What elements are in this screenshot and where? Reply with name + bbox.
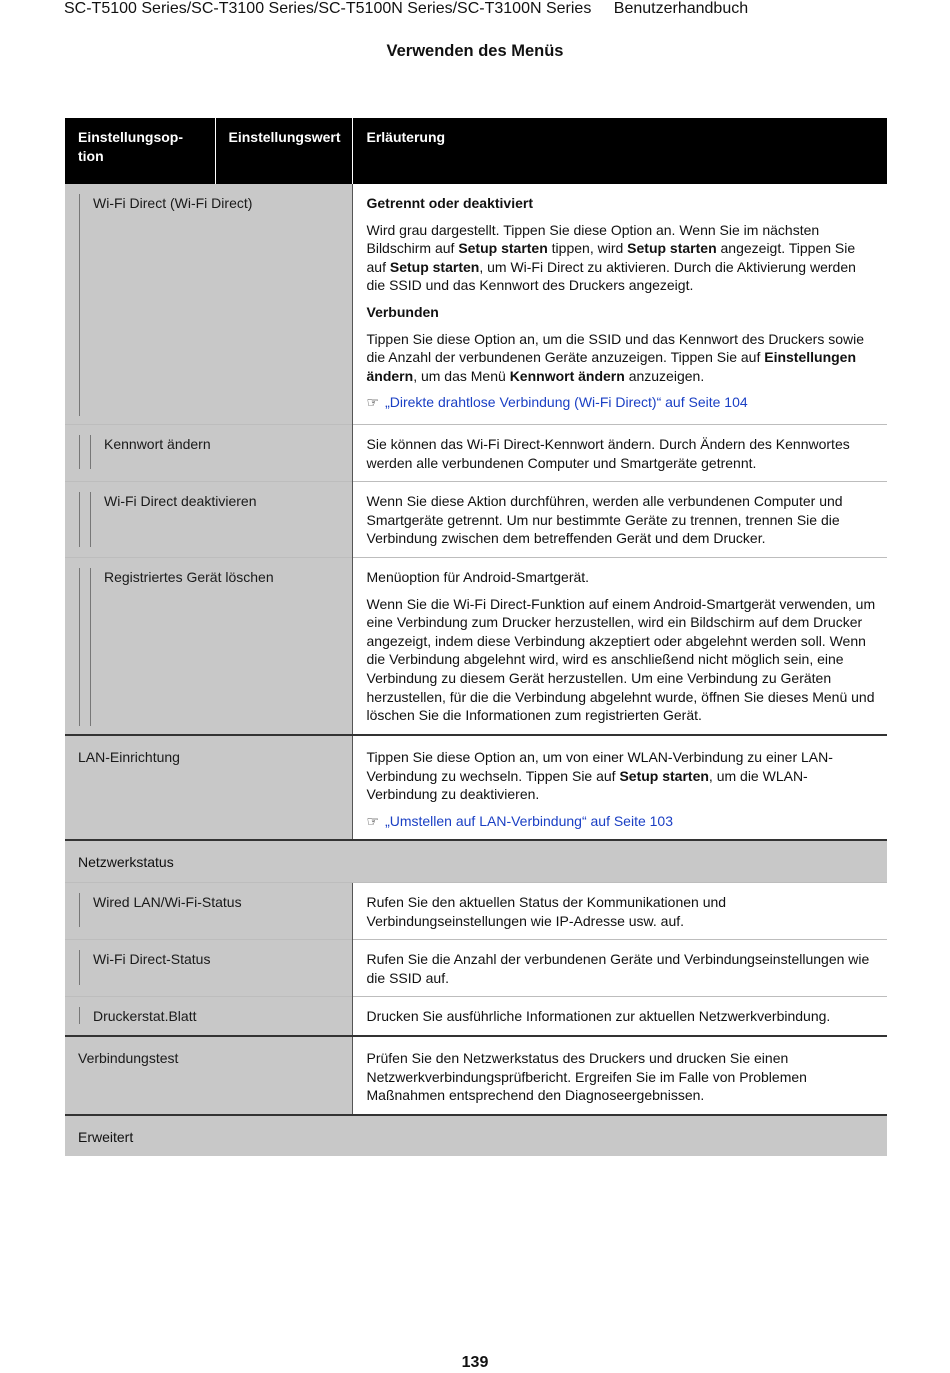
page-number: 139 [461,1354,489,1371]
header-manual: Benutzerhandbuch [613,0,749,17]
paragraph: Wird grau dargestellt. Tippen Sie diese Option an. Wenn Sie im nächsten Bildschirm auf Setup starten tippen, wird Setup starten angezeigt. Tippen Sie auf Setup starten, um Wi-Fi Direct zu aktivieren. Durch die Aktivierung werden die SSID und das Kennwort des Druckers angezeigt. [366,221,856,294]
table-row [65,735,887,840]
column-header-option: Einstellungsop-tion [65,118,215,184]
explanation-cell: Rufen Sie die Anzahl der verbundenen Geräte und Verbindungseinstellungen wie die SSID auf. [352,940,887,997]
setting-label-wifi-direct: Wi-Fi Direct (Wi-Fi Direct) [93,195,253,211]
explanation-cell: Rufen Sie den aktuellen Status der Kommunikationen und Verbindungseinstellungen wie IP-Adresse usw. auf. [352,882,887,939]
cross-reference [367,393,878,412]
section-title: Verwenden des Menüs [386,42,564,60]
paragraph: Wenn Sie die Wi-Fi Direct-Funktion auf einem Android-Smartgerät verwenden, um eine Verbindung zum Drucker herzustellen, wird ein Bildschirm auf dem Drucker angezeigt, indem diese Verbindung akzeptiert oder abgelehnt werden soll. Wenn die Verbindung abgelehnt wird, wird es anschließend nicht möglich sein, eine Verbindung zu diesem Gerät herzustellen. Um eine Verbindung zu Geräten herzustellen, für die die Verbindung abgelehnt wurde, öffnen Sie dieses Menü und löschen Sie die Informationen zum registrierten Gerät. [366,595,876,724]
link-lan[interactable]: „Umstellen auf LAN-Verbindung“ auf Seite 103 [385,812,674,829]
setting-label-verbindungstest: Verbindungstest [65,1036,352,1115]
paragraph: Menüoption für Android-Smartgerät. [366,568,590,585]
header-series: SC-T5100 Series/SC-T3100 Series/SC-T5100N Series/SC-T3100N Series [64,0,592,17]
subheading: Verbunden [366,303,439,320]
cross-reference [367,812,878,831]
table-row [65,882,887,939]
column-header-explanation: Erläuterung [352,118,887,184]
table-row [65,940,887,997]
paragraph: Tippen Sie diese Option an, um von einer WLAN-Verbindung zu einer LAN-Verbindung zu wechseln. Tippen Sie auf Setup starten, um die WLAN-Verbindung zu deaktivieren. [366,748,833,803]
explanation-cell [352,735,887,840]
table-row [65,184,887,425]
explanation-cell [352,557,887,735]
setting-label-loeschen: Registriertes Gerät löschen [104,568,274,585]
running-header [64,0,766,18]
setting-label-wired: Wired LAN/Wi-Fi-Status [93,893,242,910]
table-row [65,997,887,1036]
link-wifi-direct[interactable]: „Direkte drahtlose Verbindung (Wi-Fi Direct)“ auf Seite 104 [385,394,748,411]
table-row [65,425,887,482]
table-row [65,1036,887,1115]
settings-table [65,118,887,1156]
column-header-value: Einstellungswert [215,118,352,184]
setting-label-netzwerkstatus: Netzwerkstatus [65,840,887,882]
pointing-hand-icon: ☞ [366,394,380,411]
subheading: Getrennt oder deaktiviert [366,195,533,211]
explanation-cell: Wenn Sie diese Aktion durchführen, werden alle verbundenen Computer und Smartgeräte getrennt. Um nur bestimmte Geräte zu trennen, trennen Sie die Verbindung zwischen dem betreffenden Gerät und dem Drucker. [352,482,887,558]
explanation-cell: Sie können das Wi-Fi Direct-Kennwort ändern. Durch Ändern des Kennwortes werden alle verbundenen Computer und Smartgeräte getrennt. [352,425,887,482]
table-row [65,482,887,558]
setting-label-erweitert: Erweitert [65,1115,887,1157]
table-row [65,557,887,735]
explanation-cell: Drucken Sie ausführliche Informationen zur aktuellen Netzwerkverbindung. [352,997,887,1036]
paragraph: Tippen Sie diese Option an, um die SSID und das Kennwort des Druckers sowie die Anzahl der verbundenen Geräte anzuzeigen. Tippen Sie auf Einstellungen ändern, um das Menü Kennwort ändern anzuzeigen. [366,330,865,384]
setting-label-kennwort: Kennwort ändern [104,436,211,452]
setting-label-deaktivieren: Wi-Fi Direct deaktivieren [104,493,257,510]
explanation-cell: Prüfen Sie den Netzwerkstatus des Druckers und drucken Sie einen Netzwerkverbindungsprüfbericht. Ergreifen Sie im Falle von Problemen Maßnahmen entsprechend den Diagnoseergebnissen. [352,1036,887,1115]
setting-label-lan: LAN-Einrichtung [65,735,352,840]
setting-label-druckerstat: Druckerstat.Blatt [93,1008,197,1025]
setting-label-wfd-status: Wi-Fi Direct-Status [93,951,211,968]
pointing-hand-icon: ☞ [366,812,380,829]
table-row [65,840,887,882]
table-row [65,1115,887,1157]
explanation-cell [352,184,887,425]
